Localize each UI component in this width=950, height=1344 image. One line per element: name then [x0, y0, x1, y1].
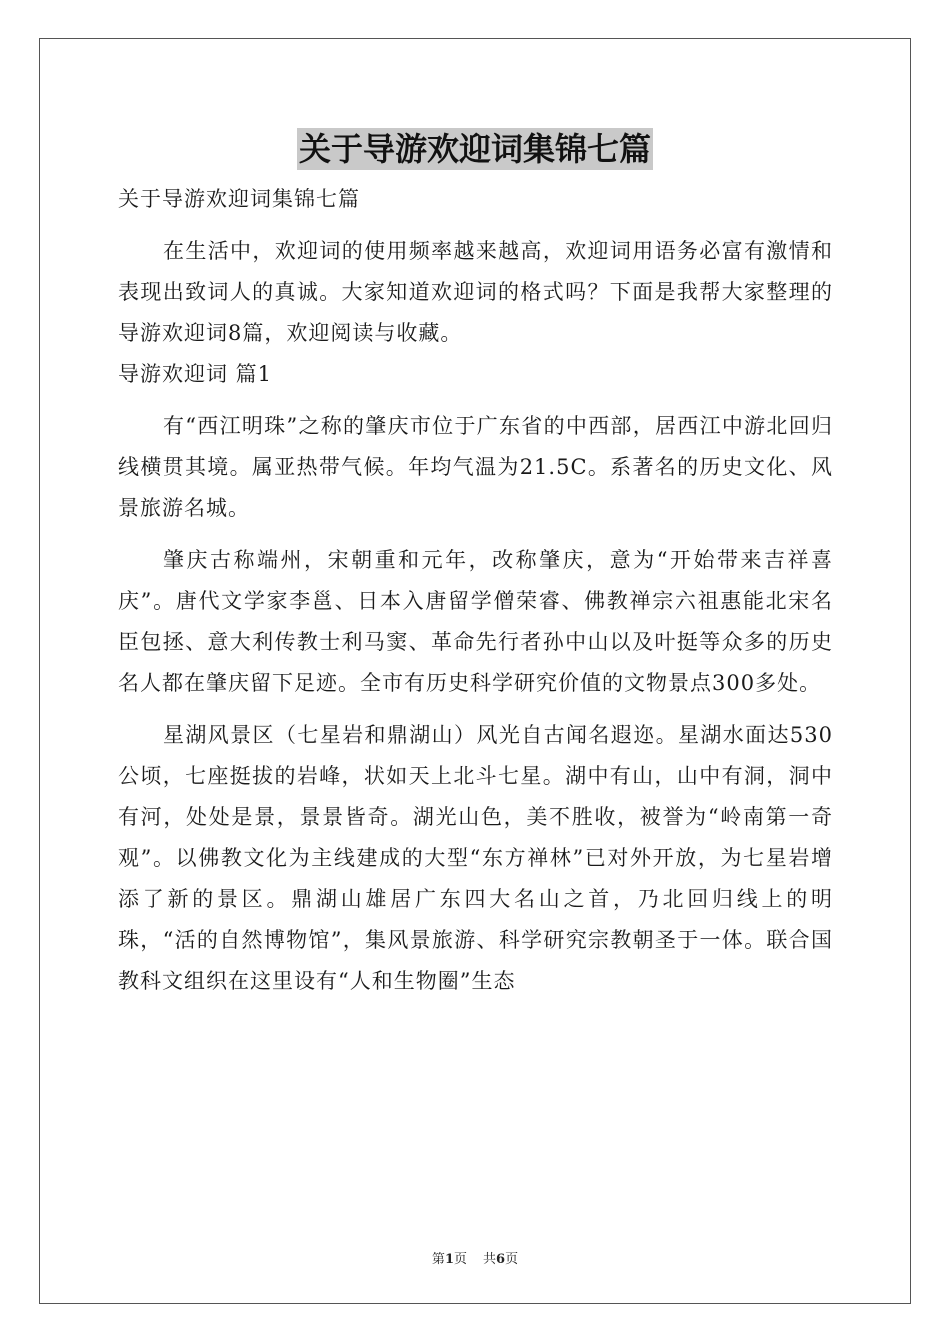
- total-prefix: 共: [483, 1252, 497, 1267]
- title-container: [0, 128, 950, 170]
- total-suffix: 页: [505, 1252, 519, 1267]
- document-body: [118, 179, 833, 1002]
- page-footer: [0, 1248, 950, 1267]
- intro-paragraph: 在生活中，欢迎词的使用频率越来越高，欢迎词用语务必富有激情和表现出致词人的真诚。大家知道欢迎词的格式吗？下面是我帮大家整理的导游欢迎词8篇，欢迎阅读与收藏。: [118, 239, 833, 345]
- body-paragraph-1: 有“西江明珠”之称的肇庆市位于广东省的中西部，居西江中游北回归线横贯其境。属亚热带气候。年均气温为21.5C。系著名的历史文化、风景旅游名城。: [118, 414, 833, 520]
- page-suffix: 页: [453, 1252, 467, 1267]
- body-paragraph-3: 星湖风景区（七星岩和鼎湖山）风光自古闻名遐迩。星湖水面达530公顷，七座挺拔的岩峰，状如天上北斗七星。湖中有山，山中有洞，洞中有河，处处是景，景景皆奇。湖光山色，美不胜收，被誉为“岭南第一奇观”。以佛教文化为主线建成的大型“东方禅林”已对外开放，为七星岩增添了新的景区。鼎湖山雄居广东四大名山之首，乃北回归线上的明珠，“活的自然博物馆”，集风景旅游、科学研究宗教朝圣于一体。联合国教科文组织在这里设有“人和生物圈”生态: [118, 723, 833, 993]
- page-total: 6: [496, 1252, 506, 1267]
- section-heading: 导游欢迎词 篇1: [118, 362, 273, 386]
- page-prefix: 第: [431, 1252, 445, 1267]
- document-title: 关于导游欢迎词集锦七篇: [298, 130, 651, 168]
- body-paragraph-2: 肇庆古称端州，宋朝重和元年，改称肇庆，意为“开始带来吉祥喜庆”。唐代文学家李邕、日本入唐留学僧荣睿、佛教禅宗六祖惠能北宋名臣包拯、意大利传教士利马窦、革命先行者孙中山以及叶挺等众多的历史名人都在肇庆留下足迹。全市有历史科学研究价值的文物景点300多处。: [118, 548, 833, 695]
- page-current: 1: [444, 1252, 454, 1267]
- document-subtitle: 关于导游欢迎词集锦七篇: [118, 187, 360, 211]
